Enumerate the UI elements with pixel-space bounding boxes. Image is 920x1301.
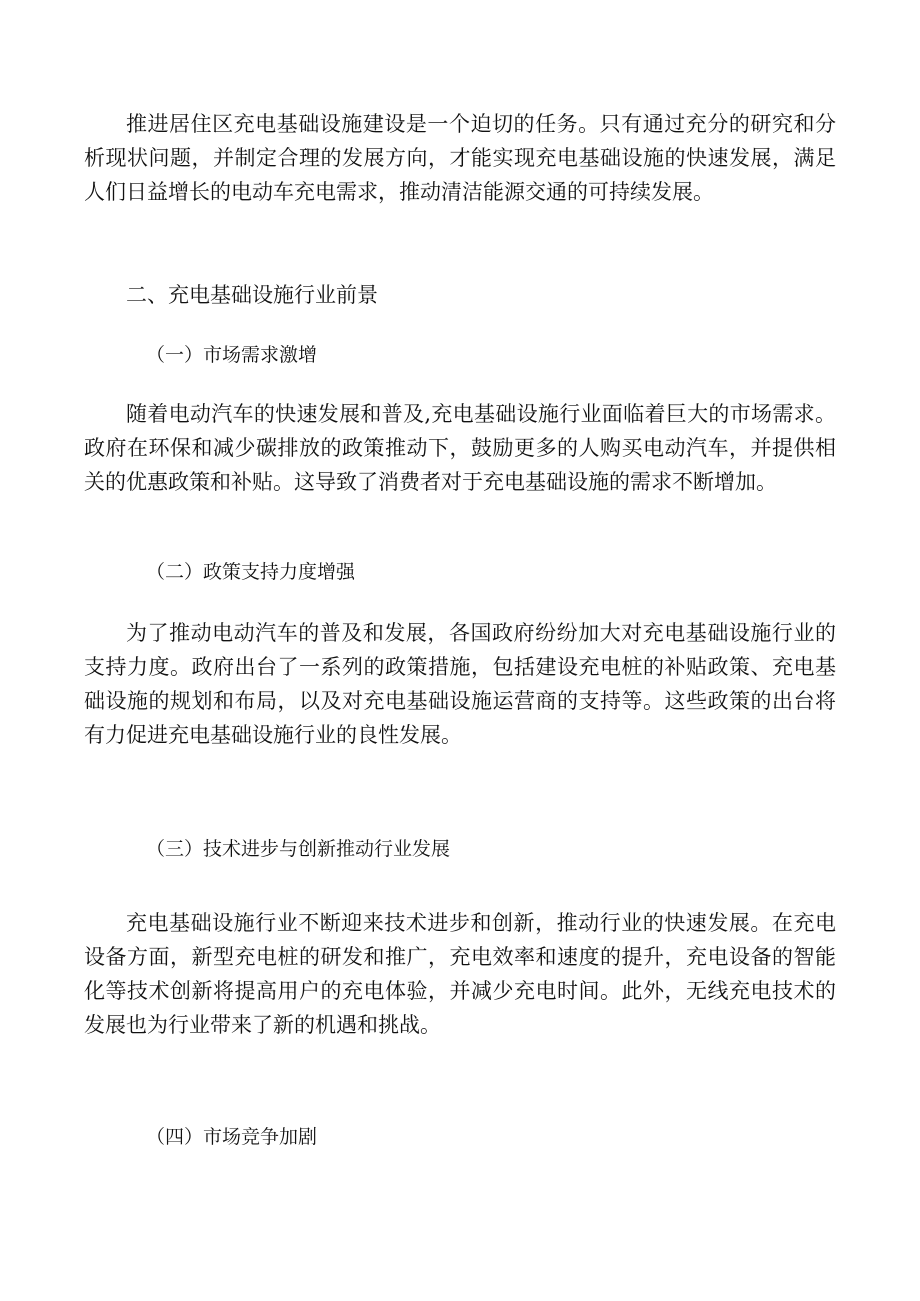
subsection-title-2: （二）政策支持力度增强 <box>146 561 356 583</box>
subsection-title-1: （一）市场需求激增 <box>146 344 318 366</box>
section-title: 二、充电基础设施行业前景 <box>126 283 378 307</box>
paragraph-policy-support: 为了推动电动汽车的普及和发展，各国政府纷纷加大对充电基础设施行业的支持力度。政府出台了一系列的政策措施，包括建设充电桩的补贴政策、充电基础设施的规划和布局，以及对充电基础设施运营商的支持等。这些政策的出台将有力促进充电基础设施行业的良性发展。 <box>84 621 836 747</box>
paragraph-market-demand: 随着电动汽车的快速发展和普及,充电基础设施行业面临着巨大的市场需求。政府在环保和减少碳排放的政策推动下，鼓励更多的人购买电动汽车，并提供相关的优惠政策和补贴。这导致了消费者对于充电基础设施的需求不断增加。 <box>84 402 836 494</box>
paragraph-intro: 推进居住区充电基础设施建设是一个迫切的任务。只有通过充分的研究和分析现状问题，并制定合理的发展方向，才能实现充电基础设施的快速发展，满足人们日益增长的电动车充电需求，推动清洁能源交通的可持续发展。 <box>84 112 836 204</box>
subsection-title-3: （三）技术进步与创新推动行业发展 <box>146 838 451 860</box>
subsection-title-4: （四）市场竞争加剧 <box>146 1126 318 1148</box>
paragraph-technology: 充电基础设施行业不断迎来技术进步和创新，推动行业的快速发展。在充电设备方面，新型充电桩的研发和推广，充电效率和速度的提升，充电设备的智能化等技术创新将提高用户的充电体验，并减少充电时间。此外，无线充电技术的发展也为行业带来了新的机遇和挑战。 <box>84 911 836 1037</box>
